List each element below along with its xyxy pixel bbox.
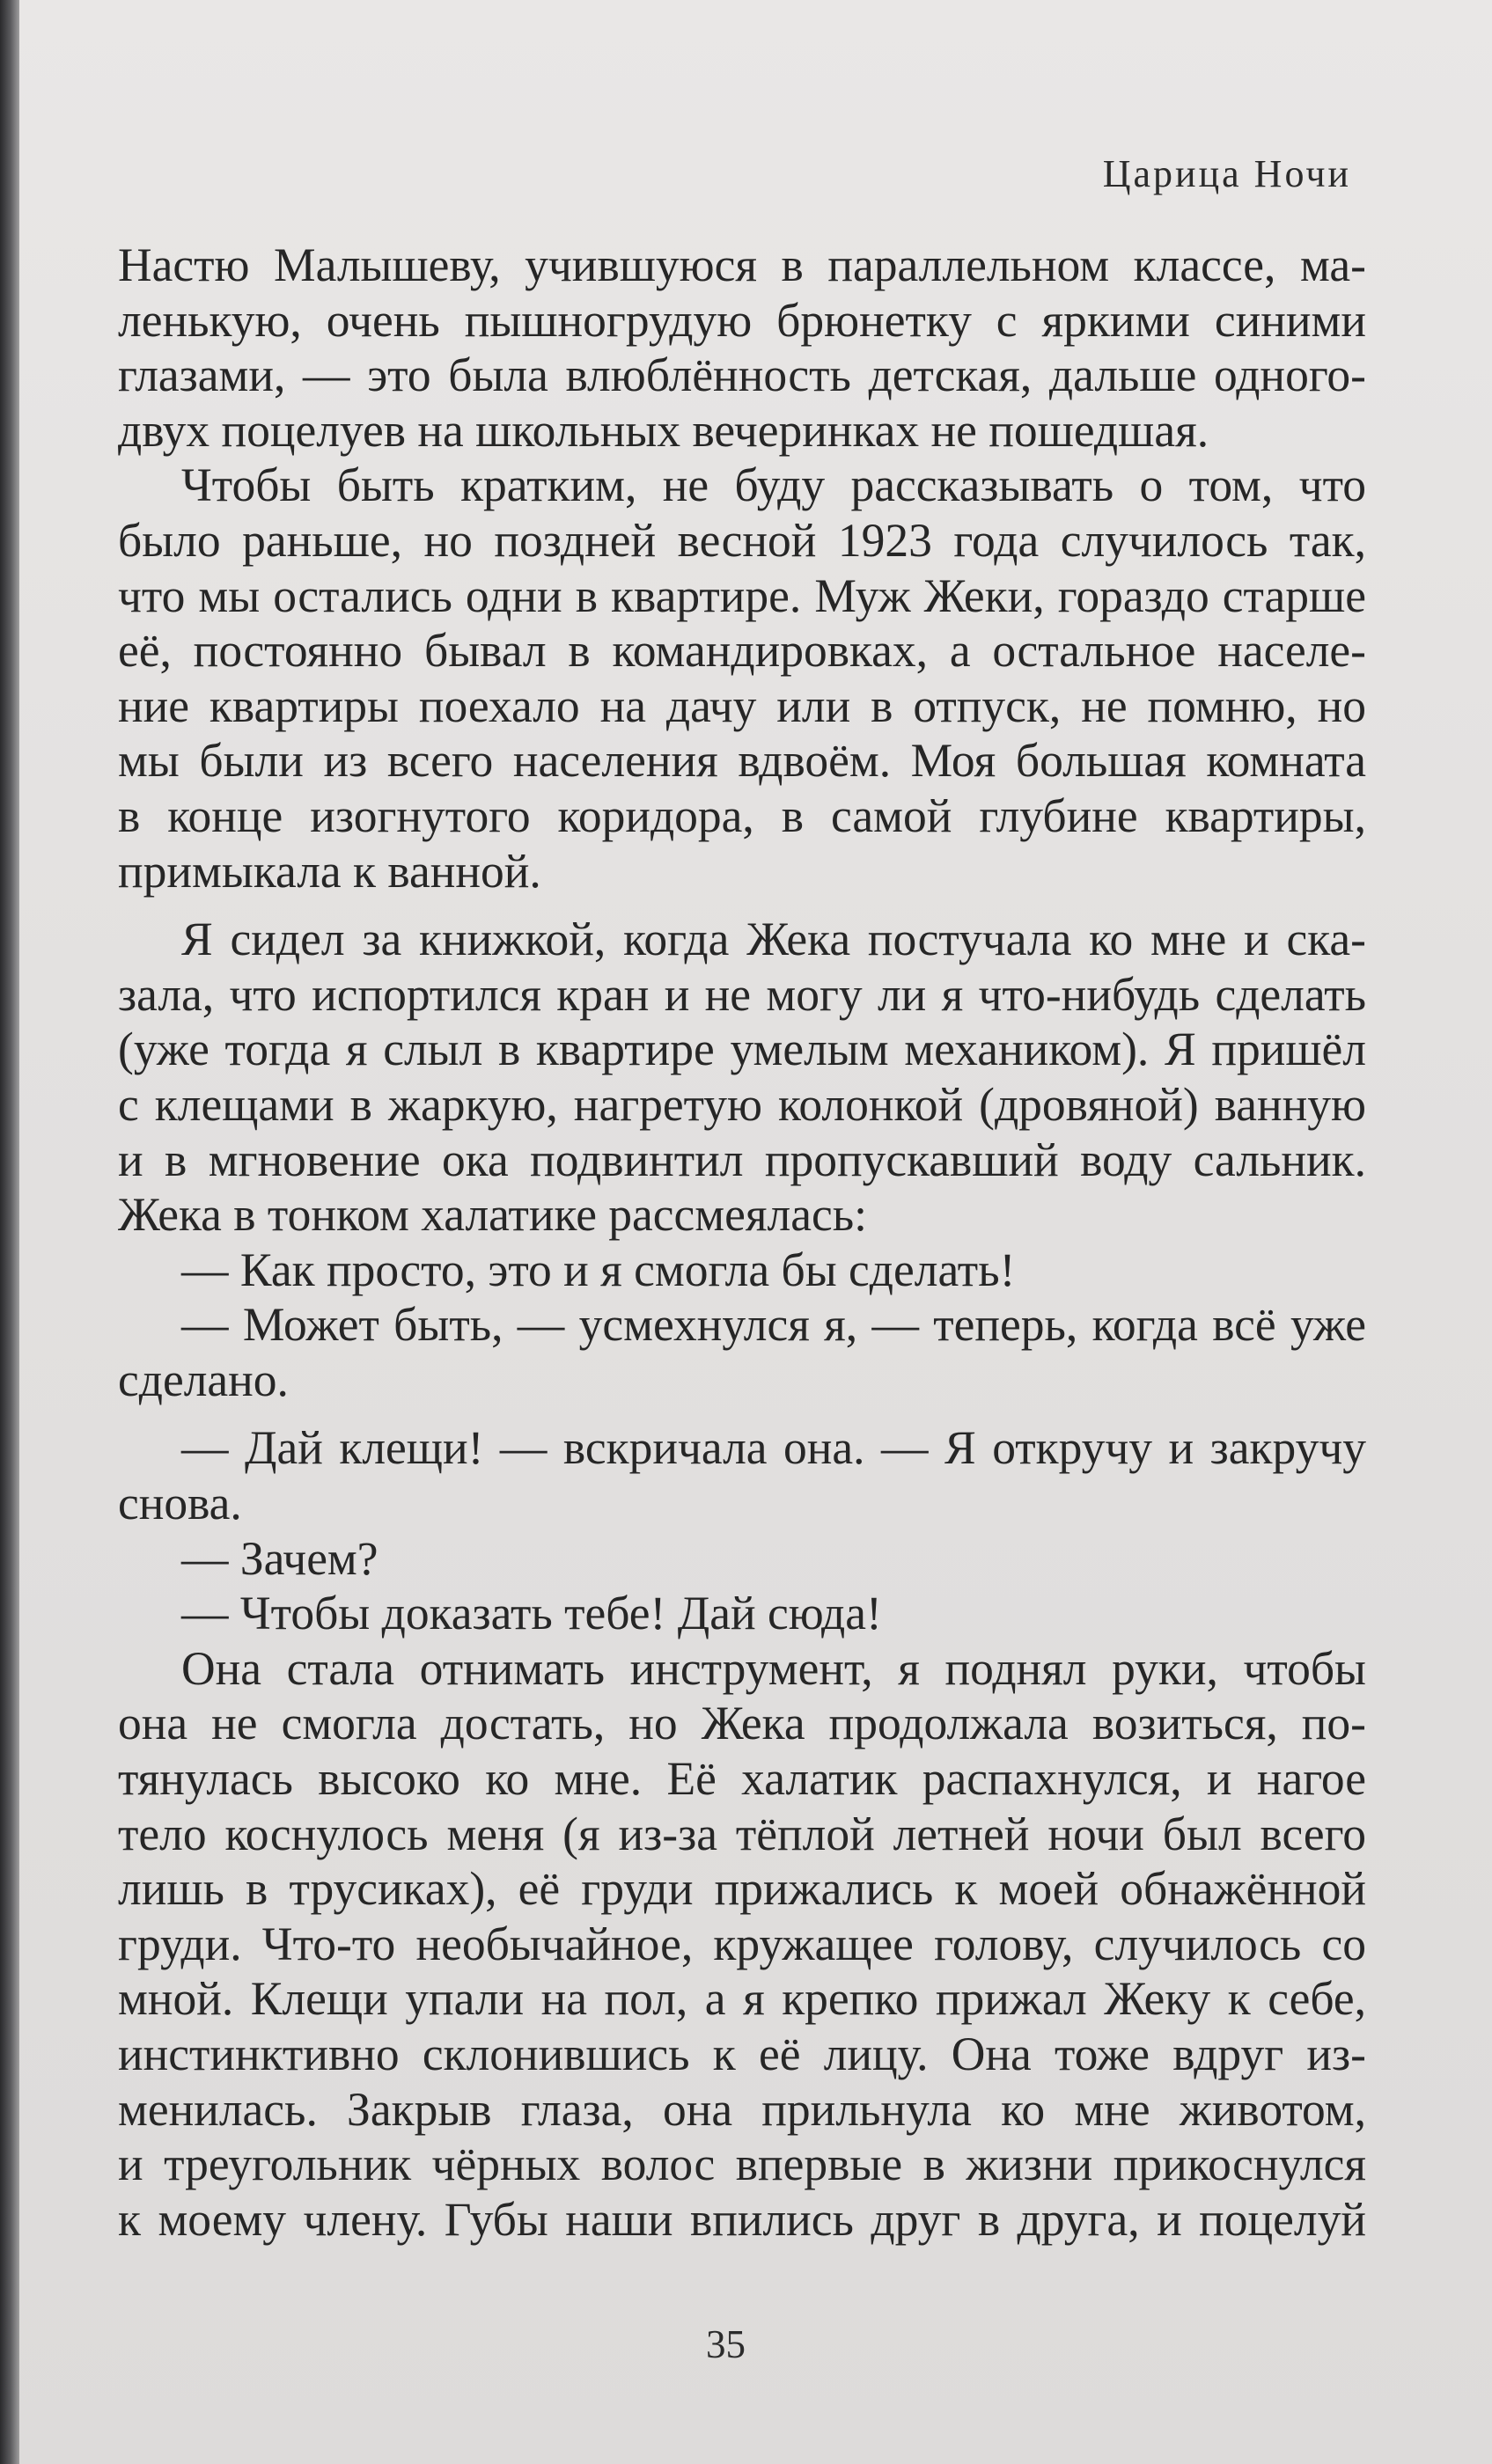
text-line: (уже тогда я слыл в квартире умелым механиком). Я пришёл: [118, 1023, 1366, 1076]
text-line: и треугольник чёрных волос впервые в жизни прикоснулся: [118, 2138, 1366, 2191]
text-line: двух поцелуев на школьных вечеринках не пошедшая.: [118, 403, 1209, 457]
running-header: Царица Ночи: [1102, 152, 1351, 195]
text-line: ние квартиры поехало на дачу или в отпуск, не помню, но: [118, 678, 1366, 732]
dialogue-line: — Чтобы доказать тебе! Дай сюда!: [181, 1587, 882, 1640]
text-line: её, постоянно бывал в командировках, а остальное населе-: [118, 624, 1366, 678]
text-line: тело коснулось меня (я из-за тёплой летней ночи был всего: [118, 1807, 1366, 1860]
text-line: Жека в тонком халатике рассмеялась:: [118, 1188, 867, 1242]
text-line: глазами, — это была влюблённость детская, дальше одного-: [118, 348, 1366, 402]
text-line: Я сидел за книжкой, когда Жека постучала ко мне и ска-: [181, 913, 1366, 966]
text-line: и в мгновение ока подвинтил пропускавший воду сальник.: [118, 1133, 1366, 1186]
text-line: Чтобы быть кратким, не буду рассказывать о том, что: [181, 458, 1366, 512]
text-line: лишь в трусиках), её груди прижались к моей обнажённой: [118, 1862, 1366, 1916]
text-line: примыкала к ванной.: [118, 844, 541, 898]
text-line: с клещами в жаркую, нагретую колонкой (дровяной) ванную: [118, 1077, 1366, 1131]
dialogue-line: — Может быть, — усмехнулся я, — теперь, когда всё уже: [181, 1298, 1366, 1352]
text-line: тянулась высоко ко мне. Её халатик распахнулся, и нагое: [118, 1752, 1366, 1806]
text-line: мной. Клещи упали на пол, а я крепко прижал Жеку к себе,: [118, 1972, 1366, 2026]
text-line: она не смогла достать, но Жека продолжала возиться, по-: [118, 1697, 1366, 1750]
text-line: зала, что испортился кран и не могу ли я что-нибудь сделать: [118, 967, 1366, 1021]
text-line: было раньше, но поздней весной 1923 года случилось так,: [118, 513, 1366, 567]
dialogue-line: сделано.: [118, 1353, 289, 1406]
body-text: [118, 238, 1366, 2247]
text-line: что мы остались одни в квартире. Муж Жеки, гораздо старше: [118, 568, 1366, 622]
text-line: инстинктивно склонившись к её лицу. Она тоже вдруг из-: [118, 2028, 1366, 2080]
dialogue-line: — Как просто, это и я смогла бы сделать!: [181, 1243, 1016, 1296]
dialogue-line: снова.: [118, 1477, 242, 1530]
text-line: мы были из всего населения вдвоём. Моя большая комната: [118, 734, 1366, 788]
text-line: груди. Что-то необычайное, кружащее голову, случилось со: [118, 1917, 1366, 1970]
text-line: к моему члену. Губы наши впились друг в друга, и поцелуй: [118, 2192, 1366, 2246]
text-line: в конце изогнутого коридора, в самой глубине квартиры,: [118, 788, 1366, 842]
dialogue-line: — Дай клещи! — вскричала она. — Я откручу и закручу: [181, 1421, 1366, 1475]
text-line: ленькую, очень пышногрудую брюнетку с яркими синими: [118, 293, 1366, 347]
book-page: [19, 0, 1492, 2464]
dialogue-line: — Зачем?: [181, 1531, 379, 1585]
text-line: Настю Малышеву, учившуюся в параллельном классе, ма-: [118, 238, 1366, 291]
text-line: Она стала отнимать инструмент, я поднял руки, чтобы: [181, 1641, 1366, 1695]
page-number: 35: [706, 2322, 746, 2366]
text-line: менилась. Закрыв глаза, она прильнула ко мне животом,: [118, 2082, 1366, 2136]
